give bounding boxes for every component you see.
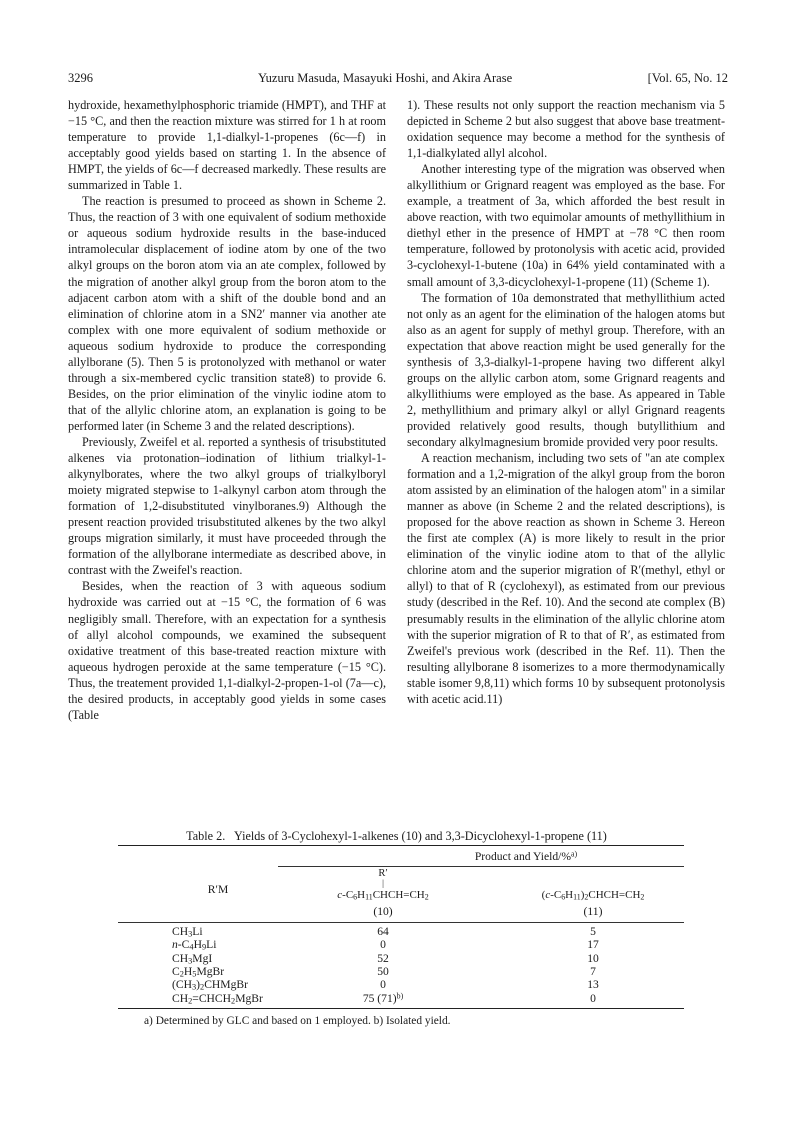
table-title: Yields of 3-Cyclohexyl-1-alkenes (10) and 3,3-Dicyclohexyl-1-propene (11): [233, 829, 607, 843]
reagent-cell: $CH_2=CHCH_2MgBr$: [172, 991, 263, 1006]
table-row: [118, 978, 684, 991]
table-bottom-rule: [118, 1008, 684, 1009]
paragraph: hydroxide, hexamethylphosphoric triamide (HMPT), and THF at −15 °C, and then the reaction mixture was stirred for 1 h at room temperature to provide 1,1-dialkyl-1-propenes (6c—f) in acceptably good yields based on starting 1. In the absence of HMPT, the yields of 6c—f decreased markedly. These results are summarized in Table 1.: [68, 98, 386, 193]
bond-line: |: [382, 878, 384, 888]
column-header-rprime: R′: [378, 868, 388, 879]
paragraph: The reaction is presumed to proceed as shown in Scheme 2. Thus, the reaction of 3 with one equivalent of sodium methoxide or aqueous sodium hydroxide results in the base-induced intramolecular displacement of iodine atom by one of the two alkyl groups on the boron atom via an ate complex, followed by the migration of another alkyl group from the boron atom to the adjacent carbon atom with a shift of the double bond and an elimination of chlorine atom in a SN2′ manner via another ate complex with one more equivalent of sodium methoxide or aqueous sodium hydroxide to produce the corresponding allylborane (5). Then 5 is protonolyzed with methanol or water through a six-membered cyclic transition state8) to provide 6. Besides, on the prior elimination of the vinylic iodine atom to that of the allylic chlorine atom, an explanation is going to be performed later (in Scheme 3 and the related descriptions).: [68, 194, 386, 433]
right-column: [407, 97, 725, 707]
reagent-cell: $C_2H_5MgBr$: [172, 964, 225, 979]
yield-11-cell: 7: [590, 964, 596, 978]
paragraph: A reaction mechanism, including two sets of "an ate complex formation and a 1,2-migration of the alkyl group from the boron atom assisted by an elimination of the halogen atom" in a similar manner as above (in Scheme 2 and the related descriptions), is proposed for the above reaction as shown in Scheme 3. Hereon the first ate complex (A) is more likely to result in the prior elimination of the vinylic iodine atom to that of the allylic chlorine atom and the superior migration of R′(methyl, ethyl or allyl) to that of R (cyclohexyl), as estimated from our previous study (described in the Ref. 10). And the second ate complex (B) presumably results in the elimination of the allylic chlorine atom with the superior migration of R to that of R′, as estimated from Zweifel's previous work (described in the Ref. 11). Then the resulting allylborane 8 isomerizes to a more thermodynamically stable isomer 9,8,11) which forms 10 by subsequent protonolysis with acetic acid.11): [407, 451, 725, 706]
header-rule: [118, 922, 684, 923]
table-row: [118, 992, 684, 1005]
paragraph: Besides, when the reaction of 3 with aqueous sodium hydroxide was carried out at −15 °C, the formation of 6 was negligibly small. Therefore, with an expectation for a synthesis of allyl alcohol compounds, we examined the subsequent oxidative treatment of this base-treated reaction mixture with aqueous hydrogen peroxide at the same temperature (−15 °C). Thus, the treatement provided 1,1-dialkyl-2-propen-1-ol (7a—c), the desired products, in acceptably good yields in some cases (Table: [68, 579, 386, 722]
paragraph: Previously, Zweifel et al. reported a synthesis of trisubstituted alkenes via protonation–iodination of lithium trialkyl-1-alkynylborates, where the two alkyl groups of trialkylboryl moiety migrated stepwise to 1-alkynyl carbon atom through the formation of 1,2-disubstituted vinylboranes.9) Although the present reaction provided trisubstituted alkenes by the two alkyl groups migration similarly, it must have proceeded through the formation of the allylborane intermediate as described above, in contrast with the Zweifel's reaction.: [68, 434, 386, 578]
yield-11-cell: 0: [590, 991, 596, 1005]
reagent-cell: $(CH_3)_2CHMgBr$: [172, 978, 248, 992]
column-header-product-11: $(c-C_6H_{11})_2CHCH=CH_2$: [541, 889, 645, 902]
compound-number-10: (10): [373, 905, 393, 918]
product-yield-header: [368, 850, 684, 863]
note-marker: a): [571, 849, 578, 859]
yield-10-cell: 0: [380, 938, 386, 952]
yield-11-cell: 5: [590, 925, 596, 938]
paragraph: 1). These results not only support the reaction mechanism via 5 depicted in Scheme 2 but also suggest that above base treatment-oxidation sequence may become a method for the synthesis of 1,1-dialkylated allyl alcohol.: [407, 98, 725, 161]
column-header-rm: R′M: [207, 883, 229, 896]
table-footnote: a) Determined by GLC and based on 1 employed. b) Isolated yield.: [144, 1015, 451, 1027]
group-rule: [278, 866, 684, 867]
yield-10-cell: 50: [377, 964, 389, 978]
note-marker: b): [396, 990, 404, 1000]
table-row: [118, 925, 684, 938]
running-header: [68, 71, 728, 87]
paragraph: Another interesting type of the migration was observed when alkyllithium or Grignard reagent was employed as the base. For example, a treatment of 3a, which afforded the best result in above reaction, with two equimolar amounts of methyllithium in diethyl ether in the presence of HMPT at −78 °C then room temperature, followed by protonolysis with acetic acid, provided 3-cyclohexyl-1-butene (10a) in 64% yield contaminated with a small amount of 3,3-dicyclohexyl-1-propene (11) (Scheme 1).: [407, 162, 725, 289]
page-number: 3296: [68, 71, 93, 85]
reagent-cell: $CH_3MgI$: [172, 951, 213, 966]
yield-11-cell: 17: [587, 938, 599, 952]
table-caption: [0, 829, 793, 844]
yield-10-cell: 52: [377, 951, 389, 965]
yield-10-cell: 0: [380, 978, 386, 992]
volume-info: [Vol. 65, No. 12: [647, 71, 728, 85]
paragraph: The formation of 10a demonstrated that methyllithium acted not only as an agent for the elimination of the halogen atoms but also as an agent for supply of methyl group. Therefore, with an expectation that above reaction might be used generally for the synthesis of 3,3-dialkyl-1-propene having two different alkyl groups on the allylic carbon atom, some Grignard reagents and alkyllithiums were employed as the base. As appeared in Table 2, methyllithium and primary alkyl or allyl Grignard reagents provided relatively good results, though butyllithium and secondary alkylmagnesium bromide provided very poor results.: [407, 290, 725, 449]
yield-10-cell: 75 $(71)^{b)}$: [362, 990, 404, 1005]
table-label: Table 2.: [186, 829, 226, 843]
running-authors: Yuzuru Masuda, Masayuki Hoshi, and Akira Arase: [258, 71, 513, 85]
left-column: [68, 97, 386, 723]
product-yield-label: Product and Yield/%: [474, 850, 572, 863]
table-top-rule: [118, 845, 684, 846]
table-row: [118, 952, 684, 965]
yield-10-cell: 64: [377, 925, 389, 938]
table-row: [118, 938, 684, 951]
reagent-cell: $n-C_4H_9Li$: [172, 938, 217, 952]
column-header-product-10: $c-C_6H_{11}CHCH=CH_2$: [337, 889, 429, 902]
table-row: [118, 965, 684, 978]
yield-11-cell: 10: [587, 951, 599, 965]
compound-number-11: (11): [583, 905, 603, 918]
yield-11-cell: 13: [587, 978, 599, 992]
reagent-cell: $CH_3Li$: [172, 925, 203, 939]
